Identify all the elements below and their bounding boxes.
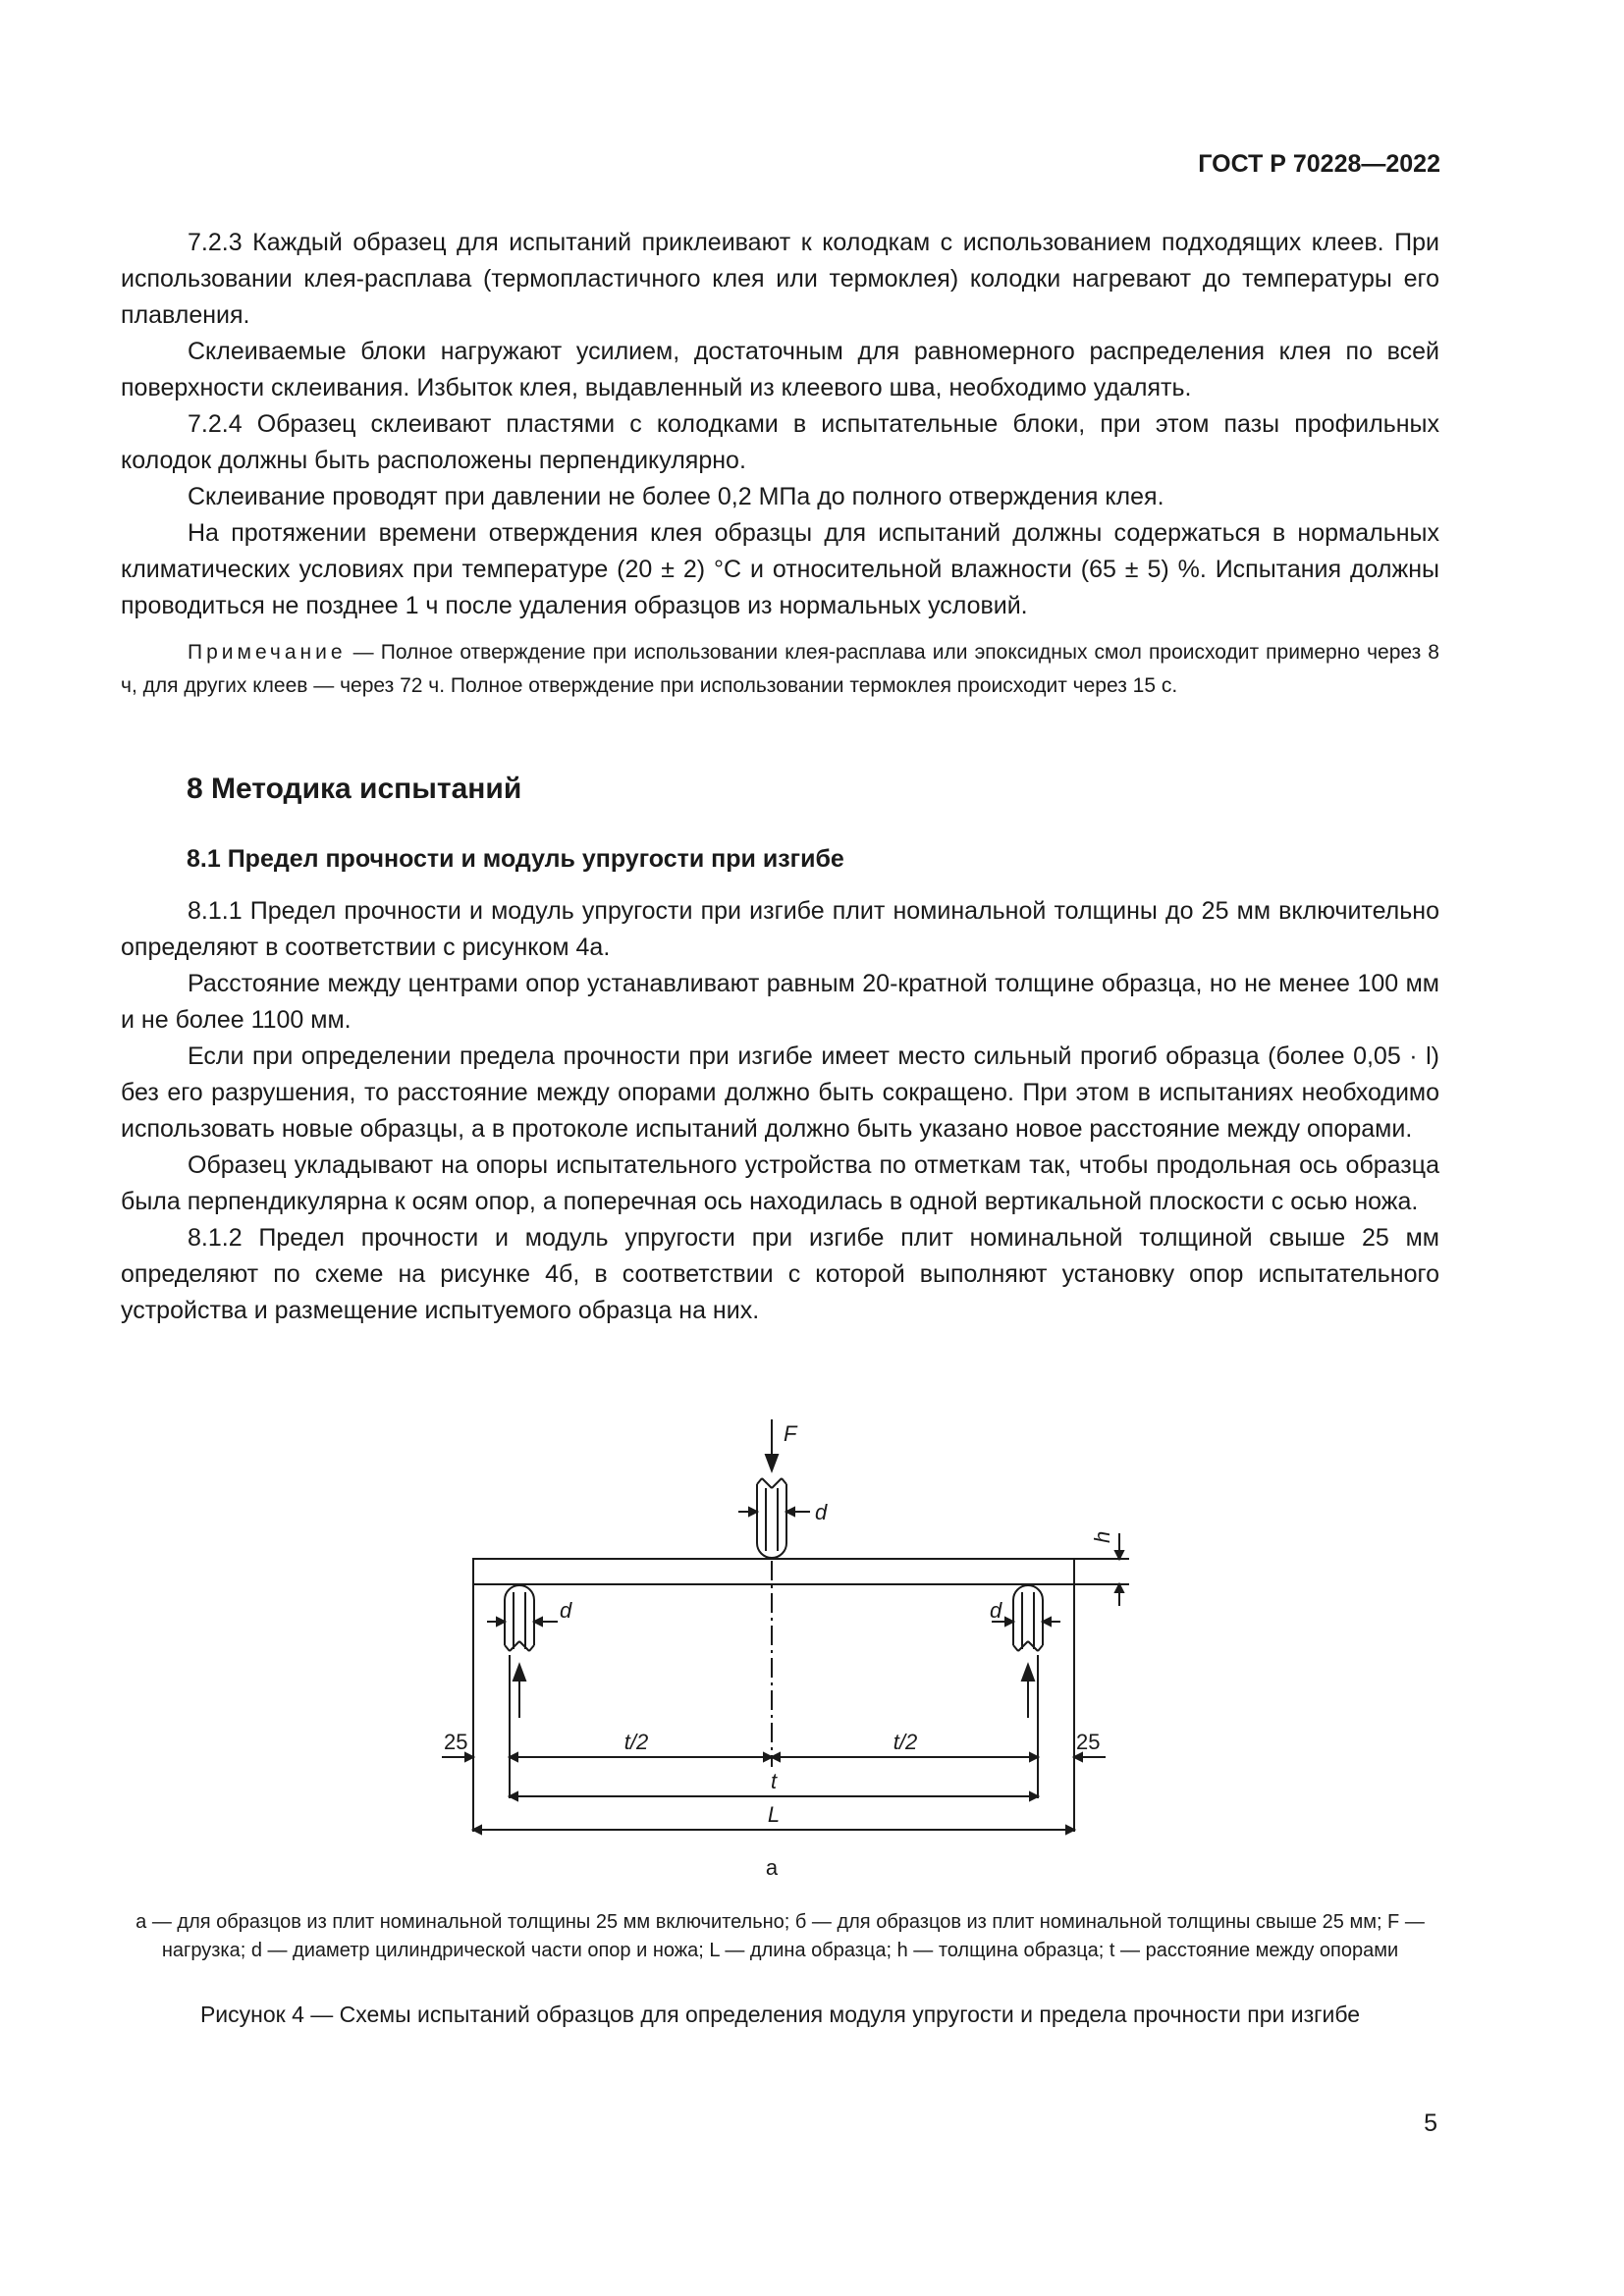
right-overhang-label: 25 bbox=[1076, 1730, 1101, 1754]
paragraph-bonding-load: Склеиваемые блоки нагружают усилием, достаточным для равномерного распределения клея по всей поверхности склеивания. Избыток клея, выдавленный из клеевого шва, необходимо удалять. bbox=[121, 338, 1439, 401]
nose-diameter-label: d bbox=[815, 1500, 828, 1524]
paragraph-curing-conditions: На протяжении времени отверждения клея образцы для испытаний должны содержаться в нормальных климатических условиях при температуре (20 ± 2) °C и относительной влажности (65 ± 5) %. Испытания должны проводиться не позднее 1 ч после удаления образцов из нормальных условий. bbox=[121, 519, 1439, 619]
dimension-span bbox=[510, 1792, 1038, 1800]
force-label: F bbox=[784, 1421, 797, 1446]
paragraph-8-1-1: 8.1.1 Предел прочности и модуль упругости при изгибе плит номинальной толщины до 25 мм включительно определяют в соответствии с рисунком 4а. bbox=[121, 897, 1439, 961]
paragraph-bonding-pressure: Склеивание проводят при давлении не более 0,2 МПа до полного отверждения клея. bbox=[188, 483, 1164, 510]
paragraph-7-2-4: 7.2.4 Образец склеивают пластями с колодками в испытательные блоки, при этом пазы профильных колодок должны быть расположены перпендикулярно. bbox=[121, 410, 1439, 474]
loading-nose bbox=[757, 1478, 786, 1558]
note bbox=[121, 636, 1439, 703]
paragraph-support-distance: Расстояние между центрами опор устанавливают равным 20-кратной толщине образца, но не менее 100 мм и не более 1100 мм. bbox=[121, 970, 1439, 1034]
document-code-header: ГОСТ Р 70228—2022 bbox=[1198, 150, 1440, 178]
nose-diameter-dimension bbox=[738, 1508, 810, 1516]
figure-title: Рисунок 4 — Схемы испытаний образцов для определения модуля упругости и предела прочности при изгибе bbox=[199, 2002, 1361, 2027]
panel-label: а bbox=[765, 1855, 779, 1880]
text-block-bottom bbox=[121, 893, 1439, 1329]
right-support-diameter-label: d bbox=[990, 1598, 1002, 1623]
note-text: — Полное отверждение при использовании клея-расплава или эпоксидных смол происходит примерно через 8 ч, для других клеев — через 72 ч. Полное отверждение при использовании термоклея происходит через 15 с. bbox=[121, 641, 1439, 697]
paragraph-8-1-2: 8.1.2 Предел прочности и модуль упругости при изгибе плит номинальной толщиной свыше 25 мм определяют по схеме на рисунке 4б, в соответствии с которой выполняют установку опор испытательного устройства и размещение испытуемого образца на них. bbox=[121, 1224, 1439, 1324]
left-half-span-label: t/2 bbox=[623, 1730, 649, 1754]
left-support-diameter-dimension bbox=[487, 1618, 558, 1626]
section-title: 8 Методика испытаний bbox=[187, 773, 522, 805]
paragraph-deflection: Если при определении предела прочности при изгибе имеет место сильный прогиб образца (более 0,05 · l) без его разрушения, то расстояние между опорами должно быть сокращено. При этом в испытаниях необходимо использовать новые образцы, а в протоколе испытаний должно быть указано новое расстояние между опорами. bbox=[121, 1042, 1439, 1143]
paragraph-specimen-placement: Образец укладывают на опоры испытательного устройства по отметкам так, чтобы продольная ось образца была перпендикулярна к осям опор, а поперечная ось находилась в одной вертикальной плоскости с осью ножа. bbox=[121, 1151, 1439, 1215]
paragraph-7-2-3: 7.2.3 Каждый образец для испытаний приклеивают к колодкам с использованием подходящих клеев. При использовании клея-расплава (термопластичного клея или термоклея) колодки нагревают до температуры его плавления. bbox=[121, 229, 1439, 329]
left-overhang-label: 25 bbox=[444, 1730, 468, 1754]
left-support-diameter-label: d bbox=[560, 1598, 572, 1623]
thickness-label: h bbox=[1090, 1530, 1114, 1543]
length-label: L bbox=[767, 1802, 781, 1827]
figure-legend: а — для образцов из плит номинальной толщины 25 мм включительно; б — для образцов из плит номинальной толщины свыше 25 мм; F — нагрузка; d — диаметр цилиндрической части опор и ножа; L — длина образца; h — толщина образца; t — расстояние между опорами bbox=[135, 1911, 1425, 1961]
subsection-title: 8.1 Предел прочности и модуль упругости при изгибе bbox=[187, 845, 844, 873]
specimen-beam bbox=[473, 1559, 1074, 1584]
force-arrow bbox=[766, 1419, 778, 1470]
text-block-top bbox=[121, 225, 1439, 723]
right-half-span-label: t/2 bbox=[893, 1730, 918, 1754]
thickness-dimension bbox=[1074, 1530, 1129, 1606]
right-support-diameter-dimension bbox=[992, 1618, 1060, 1626]
bending-test-diagram bbox=[393, 1414, 1208, 1885]
span-label: t bbox=[770, 1769, 778, 1793]
dimension-length bbox=[473, 1826, 1074, 1834]
page-number: 5 bbox=[1424, 2109, 1437, 2137]
note-label: Примечание bbox=[188, 641, 347, 664]
dimension-row-half-spans bbox=[442, 1753, 1106, 1761]
